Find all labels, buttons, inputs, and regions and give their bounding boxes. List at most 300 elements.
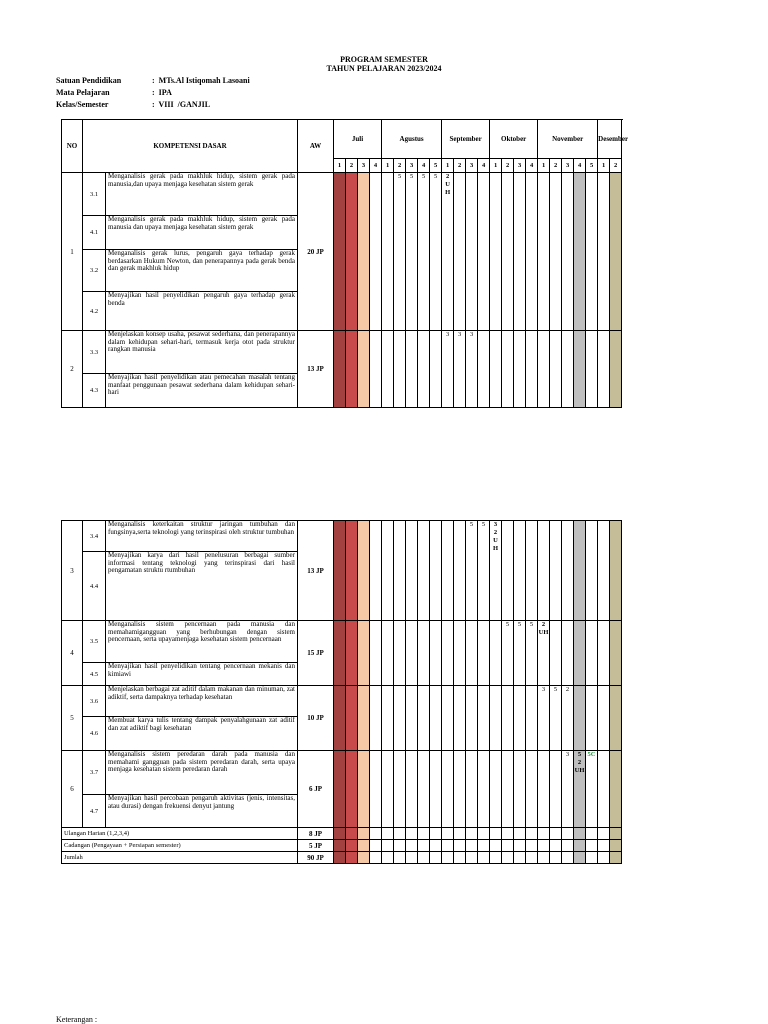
week-cell xyxy=(478,331,490,408)
week-cell xyxy=(406,828,418,840)
week-cell xyxy=(358,828,370,840)
header-month: Juli xyxy=(334,120,382,159)
week-cell xyxy=(478,621,490,686)
kd-description: Menyajikan hasil penyelidikan atau pemecahan masalah tentang manfaat penggunaan pesawat sederhana dalam kehidupan sehari-hari xyxy=(106,374,298,408)
week-cell xyxy=(346,828,358,840)
week-cell xyxy=(490,828,502,840)
time-allocation: 13 JP xyxy=(298,331,334,408)
group-number: 1 xyxy=(62,173,83,331)
week-cell xyxy=(382,173,394,331)
header-week: 4 xyxy=(526,159,538,173)
week-cell xyxy=(394,331,406,408)
week-cell xyxy=(550,751,562,828)
week-cell xyxy=(418,521,430,621)
week-cell xyxy=(514,686,526,751)
week-cell: 5 xyxy=(514,621,526,686)
document-meta xyxy=(56,75,250,111)
summary-row xyxy=(62,852,622,864)
semester-table-part-1 xyxy=(61,119,629,408)
week-cell xyxy=(454,751,466,828)
week-cell: 5 xyxy=(466,521,478,621)
week-cell xyxy=(346,840,358,852)
week-cell xyxy=(574,828,586,840)
week-cell xyxy=(502,686,514,751)
week-cell xyxy=(490,621,502,686)
week-cell xyxy=(526,751,538,828)
week-cell xyxy=(430,852,442,864)
week-cell xyxy=(454,621,466,686)
time-allocation: 20 JP xyxy=(298,173,334,331)
week-cell xyxy=(430,840,442,852)
header-week: 1 xyxy=(442,159,454,173)
week-cell xyxy=(442,852,454,864)
week-cell xyxy=(502,840,514,852)
header-week: 3 xyxy=(466,159,478,173)
week-cell xyxy=(442,751,454,828)
week-cell xyxy=(550,173,562,331)
kd-description: Menganalisis gerak pada makhluk hidup, sistem gerak pada manusia dan upaya menjaga kesehatan sistem gerak xyxy=(106,216,298,250)
week-cell xyxy=(562,331,574,408)
week-cell xyxy=(574,331,586,408)
meta-value: : IPA xyxy=(152,88,172,97)
header-week: 2 xyxy=(454,159,466,173)
week-cell xyxy=(598,686,610,751)
week-cell xyxy=(382,521,394,621)
week-cell xyxy=(538,521,550,621)
week-cell xyxy=(466,852,478,864)
kd-row xyxy=(62,751,622,795)
week-cell xyxy=(478,828,490,840)
week-cell xyxy=(586,828,598,840)
kd-code: 4.5 xyxy=(83,663,106,686)
week-cell xyxy=(442,686,454,751)
kd-code: 3.1 xyxy=(83,173,106,216)
week-cell xyxy=(490,331,502,408)
meta-value: : MTs.Al Istiqomah Lasoani xyxy=(152,76,250,85)
week-cell xyxy=(430,686,442,751)
week-cell xyxy=(514,751,526,828)
time-allocation: 13 JP xyxy=(298,521,334,621)
week-cell xyxy=(526,852,538,864)
week-cell xyxy=(346,331,358,408)
week-cell xyxy=(370,751,382,828)
kd-code: 3.6 xyxy=(83,686,106,717)
header-week: 2 xyxy=(502,159,514,173)
kd-code: 3.3 xyxy=(83,331,106,374)
header-week: 4 xyxy=(370,159,382,173)
week-cell: 5 2 UH xyxy=(574,751,586,828)
week-cell xyxy=(598,621,610,686)
summary-row xyxy=(62,828,622,840)
week-cell xyxy=(430,521,442,621)
week-cell xyxy=(526,840,538,852)
week-cell xyxy=(346,751,358,828)
week-cell xyxy=(334,852,346,864)
kd-code: 3.4 xyxy=(83,521,106,552)
header-month: September xyxy=(442,120,490,159)
week-cell xyxy=(370,521,382,621)
week-cell xyxy=(334,840,346,852)
week-cell xyxy=(490,852,502,864)
week-cell xyxy=(610,173,622,331)
week-cell: 3 xyxy=(466,331,478,408)
week-cell xyxy=(334,621,346,686)
week-cell xyxy=(586,331,598,408)
week-cell xyxy=(526,331,538,408)
week-cell xyxy=(334,828,346,840)
week-cell xyxy=(382,751,394,828)
header-aw: AW xyxy=(298,120,334,173)
kd-description: Menyajikan karya dari hasil penelusuran berbagai sumber informasi tentang teknologi yang terinspirasi dari hasil pengamatan struktu rtumbuhan xyxy=(106,552,298,621)
summary-row xyxy=(62,840,622,852)
week-cell xyxy=(466,840,478,852)
week-cell xyxy=(610,751,622,828)
week-cell xyxy=(478,852,490,864)
summary-value: 8 JP xyxy=(298,828,334,840)
kd-description: Membuat karya tulis tentang dampak penyalahgunaan zat aditif dan zat adiktif bagi kesehatan xyxy=(106,717,298,751)
kd-code: 4.7 xyxy=(83,795,106,828)
header-month: Oktober xyxy=(490,120,538,159)
kd-code: 3.2 xyxy=(83,250,106,292)
week-cell: 5 xyxy=(550,686,562,751)
week-cell: 3 xyxy=(454,331,466,408)
week-cell xyxy=(586,173,598,331)
week-cell xyxy=(598,521,610,621)
week-cell xyxy=(358,331,370,408)
meta-label: Kelas/Semester xyxy=(56,100,109,109)
week-cell xyxy=(394,621,406,686)
week-cell xyxy=(394,840,406,852)
summary-value: 5 JP xyxy=(298,840,334,852)
week-cell xyxy=(514,331,526,408)
meta-label: Mata Pelajaran xyxy=(56,88,110,97)
week-cell xyxy=(478,751,490,828)
note-label: Keterangan : xyxy=(56,1015,98,1024)
header-week: 1 xyxy=(490,159,502,173)
header-week: 1 xyxy=(538,159,550,173)
header-month: Agustus xyxy=(382,120,442,159)
week-cell xyxy=(454,173,466,331)
week-cell xyxy=(574,852,586,864)
kd-row xyxy=(62,686,622,717)
week-cell xyxy=(550,621,562,686)
week-cell xyxy=(418,331,430,408)
week-cell xyxy=(418,828,430,840)
week-cell xyxy=(334,751,346,828)
week-cell: 3 2 U H xyxy=(490,521,502,621)
week-cell xyxy=(550,840,562,852)
header-week: 3 xyxy=(514,159,526,173)
kd-row xyxy=(62,621,622,663)
week-cell xyxy=(562,173,574,331)
header-week: 2 xyxy=(610,159,622,173)
kd-description: Menganalisis gerak lurus, pengaruh gaya terhadap gerak berdasarkan Hukum Newton, dan penerapannya pada gerak benda dan gerak makhluk hidup xyxy=(106,250,298,292)
week-cell xyxy=(346,173,358,331)
week-cell xyxy=(514,840,526,852)
week-cell xyxy=(574,621,586,686)
week-cell: 5C xyxy=(586,751,598,828)
week-cell xyxy=(406,621,418,686)
week-cell xyxy=(598,852,610,864)
week-cell xyxy=(550,331,562,408)
week-cell xyxy=(442,521,454,621)
week-cell xyxy=(610,621,622,686)
header-week: 3 xyxy=(562,159,574,173)
week-cell xyxy=(502,331,514,408)
week-cell xyxy=(550,852,562,864)
week-cell xyxy=(358,840,370,852)
academic-year: TAHUN PELAJARAN 2023/2024 xyxy=(326,64,442,73)
week-cell xyxy=(502,751,514,828)
week-cell xyxy=(430,828,442,840)
week-cell xyxy=(418,686,430,751)
week-cell xyxy=(574,521,586,621)
week-cell xyxy=(394,686,406,751)
week-cell xyxy=(610,686,622,751)
week-cell: 2 xyxy=(562,686,574,751)
week-cell xyxy=(418,852,430,864)
week-cell xyxy=(538,828,550,840)
week-cell xyxy=(466,751,478,828)
kd-description: Menganalisis sistem pencernaan pada manusia dan memahamigangguan yang berhubungan dengan sistem pencernaan, serta upayamenjaga kesehatan sistem pencernaan xyxy=(106,621,298,663)
week-cell: 5 xyxy=(406,173,418,331)
week-cell xyxy=(610,521,622,621)
week-cell xyxy=(346,521,358,621)
header-week: 4 xyxy=(418,159,430,173)
header-week: 2 xyxy=(550,159,562,173)
week-cell xyxy=(334,686,346,751)
meta-row-subject xyxy=(56,87,250,99)
header-week: 4 xyxy=(574,159,586,173)
week-cell xyxy=(406,751,418,828)
week-cell xyxy=(610,840,622,852)
week-cell xyxy=(358,751,370,828)
week-cell xyxy=(586,840,598,852)
header-week: 1 xyxy=(598,159,610,173)
kd-row xyxy=(62,331,622,374)
week-cell xyxy=(334,521,346,621)
header-week: 3 xyxy=(406,159,418,173)
kd-description: Menjelaskan konsep usaha, pesawat sederhana, dan penerapannya dalam kehidupan sehari-hari, termasuk kerja otot pada struktur rangkan manusia xyxy=(106,331,298,374)
week-cell xyxy=(370,621,382,686)
week-cell xyxy=(466,828,478,840)
week-cell xyxy=(370,828,382,840)
week-cell xyxy=(490,840,502,852)
document-title: PROGRAM SEMESTER xyxy=(340,55,428,64)
week-cell xyxy=(430,751,442,828)
week-cell xyxy=(538,852,550,864)
group-number: 4 xyxy=(62,621,83,686)
week-cell xyxy=(382,621,394,686)
group-number: 6 xyxy=(62,751,83,828)
meta-label: Satuan Pendidikan xyxy=(56,76,122,85)
week-cell xyxy=(502,173,514,331)
week-cell xyxy=(358,621,370,686)
week-cell xyxy=(394,521,406,621)
week-cell: 2 U H xyxy=(442,173,454,331)
week-cell: 5 xyxy=(418,173,430,331)
week-cell xyxy=(394,828,406,840)
week-cell xyxy=(406,852,418,864)
week-cell: 5 xyxy=(526,621,538,686)
week-cell xyxy=(370,686,382,751)
week-cell xyxy=(562,852,574,864)
header-week: 1 xyxy=(334,159,346,173)
week-cell xyxy=(598,173,610,331)
week-cell xyxy=(514,828,526,840)
header-kd: KOMPETENSI DASAR xyxy=(83,120,298,173)
week-cell: 3 xyxy=(442,331,454,408)
kd-row xyxy=(62,521,622,552)
kd-code: 4.3 xyxy=(83,374,106,408)
week-cell xyxy=(598,751,610,828)
week-cell: 3 xyxy=(562,751,574,828)
week-cell xyxy=(418,840,430,852)
week-cell xyxy=(514,173,526,331)
header-week: 1 xyxy=(382,159,394,173)
summary-label: Cadangan (Pengayaan + Persiapan semester) xyxy=(62,840,298,852)
time-allocation: 10 JP xyxy=(298,686,334,751)
week-cell xyxy=(526,686,538,751)
week-cell xyxy=(454,521,466,621)
header-row xyxy=(62,120,622,159)
kd-code: 3.5 xyxy=(83,621,106,663)
time-allocation: 15 JP xyxy=(298,621,334,686)
week-cell xyxy=(526,521,538,621)
kd-code: 3.7 xyxy=(83,751,106,795)
week-cell: 5 xyxy=(394,173,406,331)
week-cell xyxy=(442,621,454,686)
week-cell xyxy=(478,686,490,751)
week-cell xyxy=(610,852,622,864)
week-cell xyxy=(358,852,370,864)
kd-code: 4.4 xyxy=(83,552,106,621)
kd-description: Menganalisis keterkaitan struktur jaringan tumbuhan dan fungsinya,serta teknologi yang terinspirasi oleh struktur tumbuhan xyxy=(106,521,298,552)
week-cell xyxy=(346,686,358,751)
kd-description: Menyajikan hasil penyelidikan tentang pencernaan mekanis dan kimiawi xyxy=(106,663,298,686)
week-cell xyxy=(574,173,586,331)
group-number: 3 xyxy=(62,521,83,621)
week-cell xyxy=(370,852,382,864)
week-cell xyxy=(382,840,394,852)
week-cell xyxy=(550,828,562,840)
week-cell xyxy=(406,686,418,751)
week-cell xyxy=(586,621,598,686)
week-cell xyxy=(586,852,598,864)
week-cell xyxy=(418,621,430,686)
week-cell xyxy=(490,751,502,828)
week-cell xyxy=(358,521,370,621)
week-cell xyxy=(382,331,394,408)
header-month: Desember xyxy=(598,120,622,159)
week-cell: 5 xyxy=(502,621,514,686)
week-cell xyxy=(442,840,454,852)
week-cell xyxy=(598,840,610,852)
week-cell xyxy=(346,852,358,864)
week-cell xyxy=(430,621,442,686)
week-cell xyxy=(610,331,622,408)
summary-label: Ulangan Harian (1,2,3,4) xyxy=(62,828,298,840)
week-cell xyxy=(538,751,550,828)
kd-code: 4.2 xyxy=(83,292,106,331)
week-cell xyxy=(562,621,574,686)
week-cell xyxy=(346,621,358,686)
meta-row-class xyxy=(56,99,250,111)
week-cell xyxy=(370,173,382,331)
week-cell xyxy=(442,828,454,840)
kd-description: Menjelaskan berbagai zat aditif dalam makanan dan minuman, zat adiktif, serta dampaknya terhadap kesehatan xyxy=(106,686,298,717)
kd-code: 4.1 xyxy=(83,216,106,250)
week-cell xyxy=(502,521,514,621)
kd-description: Menganalisis gerak pada makhluk hidup, sistem gerak pada manusia,dan upaya menjaga kesehatan sistem gerak xyxy=(106,173,298,216)
week-cell xyxy=(334,331,346,408)
week-cell: 3 xyxy=(538,686,550,751)
week-cell xyxy=(478,840,490,852)
week-cell xyxy=(502,828,514,840)
week-cell xyxy=(598,331,610,408)
header-week: 3 xyxy=(358,159,370,173)
week-cell xyxy=(406,521,418,621)
meta-row-school xyxy=(56,75,250,87)
week-cell xyxy=(610,828,622,840)
week-cell xyxy=(538,331,550,408)
week-cell xyxy=(382,828,394,840)
week-cell xyxy=(526,828,538,840)
week-cell xyxy=(562,828,574,840)
week-cell xyxy=(430,331,442,408)
week-cell: 2 UH xyxy=(538,621,550,686)
week-cell xyxy=(454,828,466,840)
time-allocation: 6 JP xyxy=(298,751,334,828)
header-no: NO xyxy=(62,120,83,173)
summary-value: 90 JP xyxy=(298,852,334,864)
week-cell xyxy=(466,686,478,751)
week-cell: 5 xyxy=(478,521,490,621)
week-cell xyxy=(550,521,562,621)
week-cell xyxy=(490,173,502,331)
week-cell xyxy=(406,840,418,852)
week-cell xyxy=(514,521,526,621)
week-cell xyxy=(586,686,598,751)
week-cell xyxy=(502,852,514,864)
week-cell xyxy=(562,521,574,621)
summary-label: Jumlah xyxy=(62,852,298,864)
week-cell xyxy=(478,173,490,331)
week-cell xyxy=(418,751,430,828)
header-week: 4 xyxy=(478,159,490,173)
kd-description: Menganalisis sistem peredaran darah pada manusia dan memahami gangguan pada sistem peredaran darah, serta upaya menjaga kesehatan sistem peredaran darah xyxy=(106,751,298,795)
week-cell xyxy=(406,331,418,408)
header-week: 5 xyxy=(430,159,442,173)
week-cell xyxy=(454,686,466,751)
week-cell xyxy=(574,686,586,751)
semester-table-part-2 xyxy=(61,520,622,864)
kd-description: Menyajikan hasil penyelidikan pengaruh gaya terhadap gerak benda xyxy=(106,292,298,331)
week-cell xyxy=(538,173,550,331)
kd-code: 4.6 xyxy=(83,717,106,751)
week-cell xyxy=(598,828,610,840)
meta-value: : VIII /GANJIL xyxy=(152,100,211,109)
week-cell xyxy=(454,840,466,852)
header-month: November xyxy=(538,120,598,159)
week-cell xyxy=(358,173,370,331)
header-week: 2 xyxy=(394,159,406,173)
kd-description: Menyajikan hasil percobaan pengaruh aktivitas (jenis, intensitas, atau durasi) dengan frekuensi denyut jantung xyxy=(106,795,298,828)
week-cell xyxy=(382,686,394,751)
week-cell xyxy=(526,173,538,331)
kd-row xyxy=(62,173,622,216)
week-cell xyxy=(454,852,466,864)
